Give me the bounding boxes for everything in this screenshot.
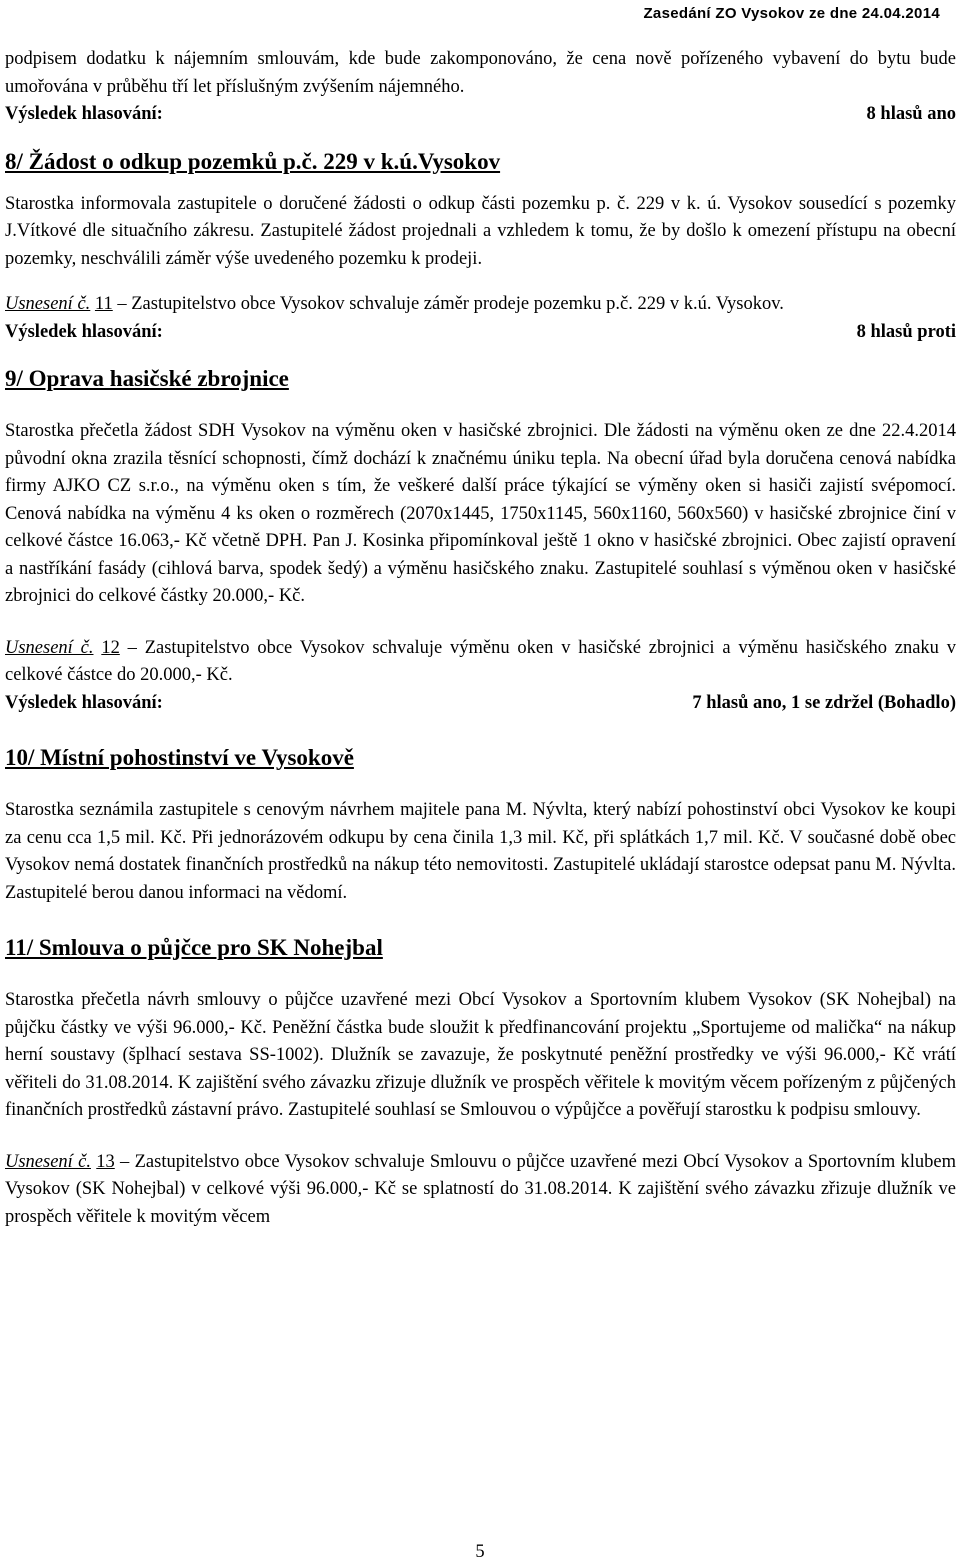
vote-value: 7 hlasů ano, 1 se zdržel (Bohadlo) [692, 692, 956, 713]
resolution-label: Usnesení č. [5, 294, 91, 314]
resolution-label: Usnesení č. [5, 1151, 91, 1172]
resolution-number: 13 [96, 1151, 115, 1172]
vote-value: 8 hlasů proti [856, 321, 956, 342]
resolution-text: – Zastupitelstvo obce Vysokov schvaluje záměr prodeje pozemku p.č. 229 v k.ú. Vysokov. [112, 294, 784, 314]
section-10-paragraph: Starostka seznámila zastupitele s cenovým návrhem majitele pana M. Nývlta, který nabízí pohostinství obci Vysokov ke koupi za cenu cca 1,5 mil. Kč. Při jednorázovém odkupu by cena činila 1,3 mil. Kč, při splátkách 1,7 mil. Kč. V současné době obec Vysokov nemá dostatek finančních prostředků na nákup této nemovitosti. Zastupitelé ukládají starostce odepsat panu M. Nývlta. Zastupitelé berou danou informaci na vědomí. [5, 800, 956, 903]
vote-result-intro [5, 101, 956, 129]
intro-paragraph: podpisem dodatku k nájemním smlouvám, kde bude zakomponováno, že cena nově pořízeného vybavení do bytu bude umořována v průběhu tří let příslušným zvýšením nájemného. [5, 49, 956, 97]
vote-label: Výsledek hlasování: [5, 321, 163, 342]
vote-label: Výsledek hlasování: [5, 104, 163, 124]
resolution-label: Usnesení č. [5, 637, 94, 658]
vote-value: 8 hlasů ano [866, 104, 956, 124]
section-8-paragraph: Starostka informovala zastupitele o doručené žádosti o odkup části pozemku p. č. 229 v k. ú. Vysokov sousedící s pozemky J.Vítkové dle situačního zákresu. Zastupitelé žádost projednali a vzhledem k tomu, že by došlo k omezení přístupu na obecní pozemky, neschválili záměr výše uvedeného pozemku k prodeji. [5, 193, 956, 269]
section-9-paragraph: Starostka přečetla žádost SDH Vysokov na výměnu oken v hasičské zbrojnici. Dle žádosti na výměnu oken ze dne 22.4.2014 původní okna zrazila těsnící schopnosti, čímž dochází k značnému úniku tepla. Na obecní úřad byla doručena cenová nabídka firmy AJKO CZ s.r.o., na výměnu oken s tím, že veškeré další práce týkající se výměny oken si hasiči zajistí svépomocí. Cenová nabídka na výměnu 4 ks oken o rozměrech (2070x1445, 1750x1145, 560x1160, 560x560) v hasičské zbrojnice činí v celkové částce 16.063,- Kč včetně DPH. Pan J. Kosinka připomínkoval ještě 1 okno v hasičské zbrojnici. Obec zajistí opravení a nastříkání fasády (cihlová barva, spodek šedý) a výměnu hasičského znaku. Zastupitelé souhlasí s výměnou oken v hasičské zbrojnici do celkové částky 20.000,- Kč. [5, 421, 956, 606]
resolution-11 [5, 291, 956, 319]
resolution-text: – Zastupitelstvo obce Vysokov schvaluje Smlouvu o půjčce uzavřené mezi Obcí Vysokov a Sportovním klubem Vysokov (SK Nohejbal) v celkové výši 96.000,- Kč se splatností do 31.08.2014. K zajištění svého závazku zřizuje dlužník ve prospěch věřitele k movitým věcem [5, 1151, 956, 1227]
resolution-12 [5, 635, 956, 690]
resolution-number: 12 [101, 637, 120, 658]
section-11-paragraph: Starostka přečetla návrh smlouvy o půjčce uzavřené mezi Obcí Vysokov a Sportovním klubem Vysokov (SK Nohejbal) na půjčku částky ve výši 96.000,- Kč. Peněžní částka bude sloužit k předfinancování projektu „Sportujeme od malička“ na nákup herní soustavy (šplhací sestava SS-1002). Dlužník se zavazuje, že poskytnuté peněžní prostředky ve výši 96.000,- Kč vrátí věřiteli do 31.08.2014. K zajištění svého závazku zřizuje dlužník ve prospěch věřitele k movitým věcem pořízeným z půjčených finančních prostředků zástavní právo. Zastupitelé souhlasí se Smlouvou o výpůjčce a pověřují starostku k podpisu smlouvy. [5, 990, 956, 1120]
resolution-number: 11 [94, 294, 113, 314]
document-body [5, 46, 956, 1231]
section-8-heading: 8/ Žádost o odkup pozemků p.č. 229 v k.ú.Vysokov [5, 148, 501, 174]
vote-result-section-8 [5, 319, 956, 347]
section-10-heading: 10/ Místní pohostinství ve Vysokově [5, 745, 354, 770]
vote-result-section-9 [5, 690, 956, 718]
page-number: 5 [475, 1542, 485, 1562]
vote-label: Výsledek hlasování: [5, 692, 163, 713]
section-11-heading: 11/ Smlouva o půjčce pro SK Nohejbal [5, 935, 383, 960]
section-9-heading: 9/ Oprava hasičské zbrojnice [5, 366, 289, 391]
resolution-13 [5, 1149, 956, 1232]
page-header: Zasedání ZO Vysokov ze dne 24.04.2014 [643, 5, 940, 22]
resolution-text: – Zastupitelstvo obce Vysokov schvaluje výměnu oken v hasičské zbrojnici a výměnu hasičského znaku v celkové částce do 20.000,- Kč. [5, 637, 956, 685]
